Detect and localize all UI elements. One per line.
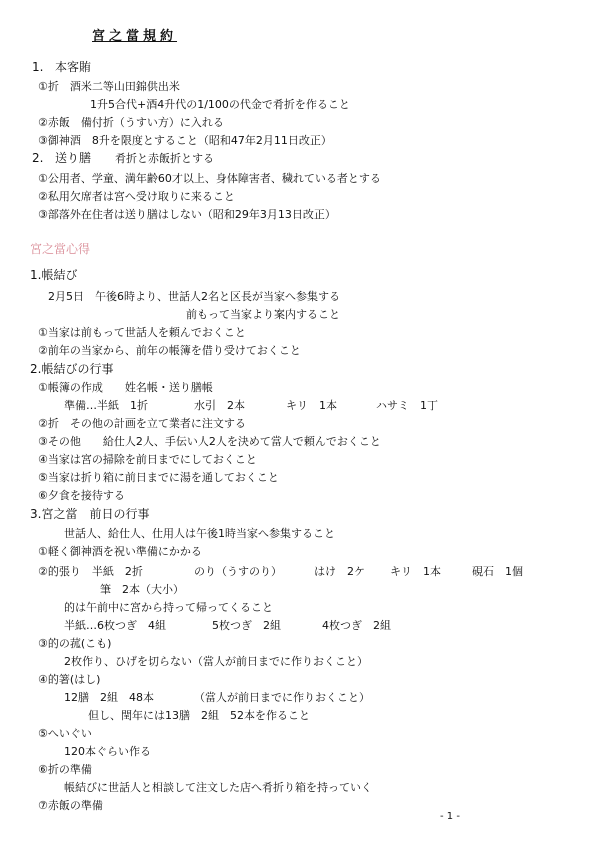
kokoroe-2-prep-hanshi: 準備…半紙 1折: [64, 399, 148, 412]
kokoroe-2-heading: 2.帳結びの行事: [30, 362, 114, 376]
kokoroe-3-item-2: ②的張り 半紙 2折: [38, 565, 143, 578]
document-title: 宮之當規約: [92, 29, 178, 44]
kokoroe-2-item-5: ⑤当家は折り箱に前日までに湯を通しておくこと: [38, 471, 279, 484]
kokoroe-3-item-4-note: （當人が前日までに作りおくこと）: [194, 691, 370, 704]
kokoroe-3-item-4: ④的箸(はし): [38, 673, 101, 686]
kokoroe-1-line-2: 前もって当家より案内すること: [186, 308, 340, 321]
kokoroe-3-item-2-hanshi-4: 4枚つぎ 2組: [322, 619, 391, 632]
section-1-number: 1.: [32, 60, 44, 74]
kokoroe-3-item-2-kiri: キリ 1本: [390, 565, 441, 578]
kokoroe-heading: 宮之當心得: [30, 242, 91, 256]
section-1-item-2: ②赤飯 備付折（うすい方）に入れる: [38, 116, 224, 129]
section-2-item-2: ②私用欠席者は宮へ受け取りに来ること: [38, 190, 235, 203]
kokoroe-1-item-1: ①当家は前もって世話人を頼んでおくこと: [38, 326, 246, 339]
kokoroe-3-item-2-hanshi-5: 5枚つぎ 2組: [212, 619, 281, 632]
kokoroe-1-heading: 1.帳結び: [30, 268, 78, 282]
kokoroe-3-item-4-leap: 但し、閏年には13膳 2組 52本を作ること: [88, 709, 310, 722]
section-1-heading: 本客賄: [55, 60, 92, 74]
kokoroe-3-item-5-detail: 120本ぐらい作る: [64, 745, 151, 758]
kokoroe-2-prep-hasami: ハサミ 1丁: [376, 399, 438, 412]
kokoroe-3-item-6: ⑥折の準備: [38, 763, 92, 776]
kokoroe-3-item-2-suzuri: 硯石 1個: [472, 565, 523, 578]
kokoroe-3-item-2-hake: はけ 2ケ: [314, 565, 365, 578]
section-1-item-1-detail: 1升5合代+酒4升代の1/100の代金で肴折を作ること: [90, 98, 350, 111]
kokoroe-3-item-3: ③的の菰(こも): [38, 637, 112, 650]
kokoroe-2-prep-kiri: キリ 1本: [286, 399, 337, 412]
kokoroe-3-item-2-hanshi-6: 半紙…6枚つぎ 4組: [64, 619, 166, 632]
kokoroe-3-item-2-fude: 筆 2本（大小）: [100, 583, 184, 596]
kokoroe-3-item-1: ①軽く御神酒を祝い準備にかかる: [38, 545, 202, 558]
kokoroe-3-item-7: ⑦赤飯の準備: [38, 799, 103, 812]
kokoroe-3-heading: 3.宮之當 前日の行事: [30, 507, 150, 521]
section-2-item-3: ③部落外在住者は送り膳はしない（昭和29年3月13日改正）: [38, 208, 336, 221]
kokoroe-3-item-3-detail: 2枚作り、ひげを切らない（當人が前日までに作りおくこと）: [64, 655, 368, 668]
section-2-number: 2.: [32, 151, 44, 165]
kokoroe-3-item-4-detail: 12膳 2組 48本: [64, 691, 154, 704]
kokoroe-2-item-3: ③その他 給仕人2人、手伝い人2人を決めて當人で頼んでおくこと: [38, 435, 381, 448]
kokoroe-3-intro: 世話人、給仕人、仕用人は午後1時当家へ参集すること: [64, 527, 335, 540]
section-1-item-1: ①折 酒米二等山田錦供出米: [38, 80, 180, 93]
kokoroe-3-item-6-detail: 帳結びに世話人と相談して注文した店へ肴折り箱を持っていく: [64, 781, 372, 794]
kokoroe-2-item-2: ②折 その他の計画を立て業者に注文する: [38, 417, 246, 430]
section-2-heading: 送り膳: [55, 151, 92, 165]
kokoroe-2-item-6: ⑥夕食を接待する: [38, 489, 125, 502]
kokoroe-3-item-2-note: 的は午前中に宮から持って帰ってくること: [64, 601, 273, 614]
section-2-item-1: ①公用者、学童、満年齢60才以上、身体障害者、穢れている者とする: [38, 172, 381, 185]
kokoroe-2-item-4: ④当家は宮の掃除を前日までにしておくこと: [38, 453, 257, 466]
page-number: - 1 -: [440, 811, 460, 822]
kokoroe-3-item-5: ⑤へいぐい: [38, 727, 92, 740]
kokoroe-2-item-1: ①帳簿の作成 姓名帳・送り膳帳: [38, 381, 213, 394]
kokoroe-2-prep-mizuhiki: 水引 2本: [194, 399, 245, 412]
kokoroe-1-line-1: 2月5日 午後6時より、世話人2名と区長が当家へ参集する: [48, 290, 340, 303]
section-1-item-3: ③御神酒 8升を限度とすること（昭和47年2月11日改正）: [38, 134, 332, 147]
section-2-heading-note: 肴折と赤飯折とする: [115, 152, 214, 165]
kokoroe-1-item-2: ②前年の当家から、前年の帳簿を借り受けておくこと: [38, 344, 301, 357]
kokoroe-3-item-2-nori: のり（うすのり）: [194, 565, 282, 578]
